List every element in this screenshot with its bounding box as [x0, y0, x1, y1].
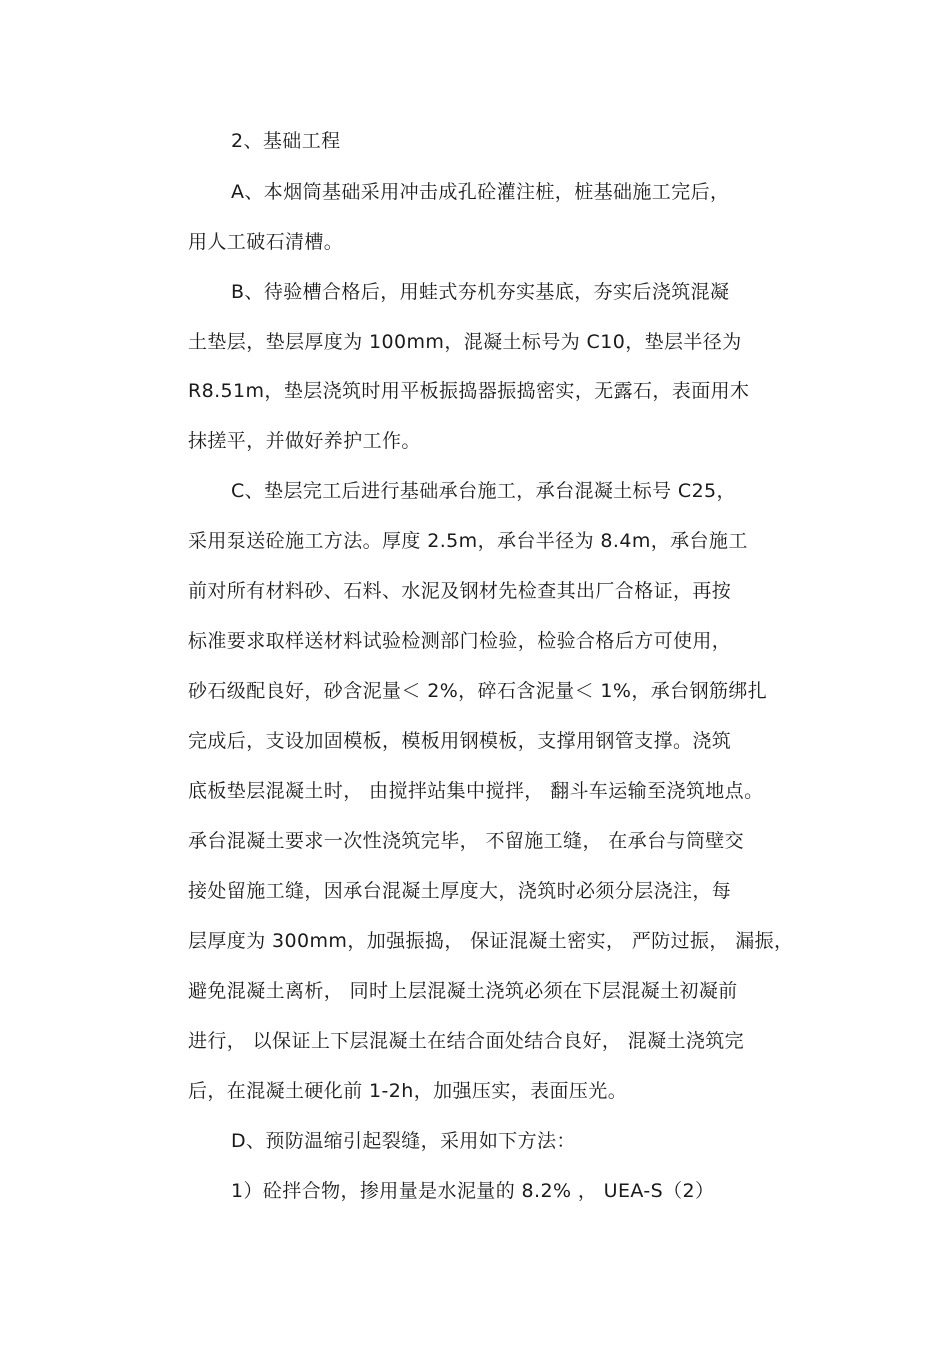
paragraph-c-line-3: 前对所有材料砂、石料、水泥及钢材先检查其出厂合格证，再按	[188, 580, 732, 602]
paragraph-c-line-1: C、垫层完工后进行基础承台施工，承台混凝土标号 C25，	[231, 480, 736, 502]
paragraph-c-line-12: 进行， 以保证上下层混凝土在结合面处结合良好， 混凝土浇筑完	[188, 1030, 745, 1052]
paragraph-b-line-3: R8.51m，垫层浇筑时用平板振捣器振捣密实，无露石，表面用木	[188, 380, 750, 402]
paragraph-b-line-1: B、待验槽合格后，用蛙式夯机夯实基底，夯实后浇筑混凝	[231, 281, 730, 303]
paragraph-c-line-11: 避免混凝土离析， 同时上层混凝土浇筑必须在下层混凝土初凝前	[188, 980, 738, 1002]
list-item-1-line-1: 1）砼拌合物，掺用量是水泥量的 8.2% ， UEA-S（2）	[231, 1180, 715, 1202]
paragraph-c-line-7: 底板垫层混凝土时， 由搅拌站集中搅拌， 翻斗车运输至浇筑地点。	[188, 780, 764, 802]
paragraph-a-line-1: A、本烟筒基础采用冲击成孔砼灌注桩，桩基础施工完后，	[231, 181, 730, 203]
section-heading: 2、基础工程	[231, 130, 341, 152]
paragraph-c-line-6: 完成后，支设加固模板，模板用钢模板，支撑用钢管支撑。浇筑	[188, 730, 732, 752]
paragraph-d-line-1: D、预防温缩引起裂缝，采用如下方法：	[231, 1130, 576, 1152]
paragraph-b-line-4: 抹搓平，并做好养护工作。	[188, 430, 421, 452]
paragraph-c-line-10: 层厚度为 300mm，加强振捣， 保证混凝土密实， 严防过振， 漏振，	[188, 930, 794, 952]
paragraph-c-line-5: 砂石级配良好，砂含泥量＜ 2%，碎石含泥量＜ 1%，承台钢筋绑扎	[188, 680, 768, 702]
paragraph-c-line-13: 后，在混凝土硬化前 1-2h，加强压实，表面压光。	[188, 1080, 628, 1102]
paragraph-c-line-4: 标准要求取样送材料试验检测部门检验，检验合格后方可使用，	[188, 630, 732, 652]
paragraph-c-line-8: 承台混凝土要求一次性浇筑完毕， 不留施工缝， 在承台与筒壁交	[188, 830, 745, 852]
paragraph-b-line-2: 土垫层，垫层厚度为 100mm，混凝土标号为 C10，垫层半径为	[188, 331, 742, 353]
paragraph-c-line-2: 采用泵送砼施工方法。厚度 2.5m，承台半径为 8.4m，承台施工	[188, 530, 748, 552]
paragraph-c-line-9: 接处留施工缝，因承台混凝土厚度大，浇筑时必须分层浇注，每	[188, 880, 732, 902]
paragraph-a-line-2: 用人工破石清槽。	[188, 231, 344, 253]
